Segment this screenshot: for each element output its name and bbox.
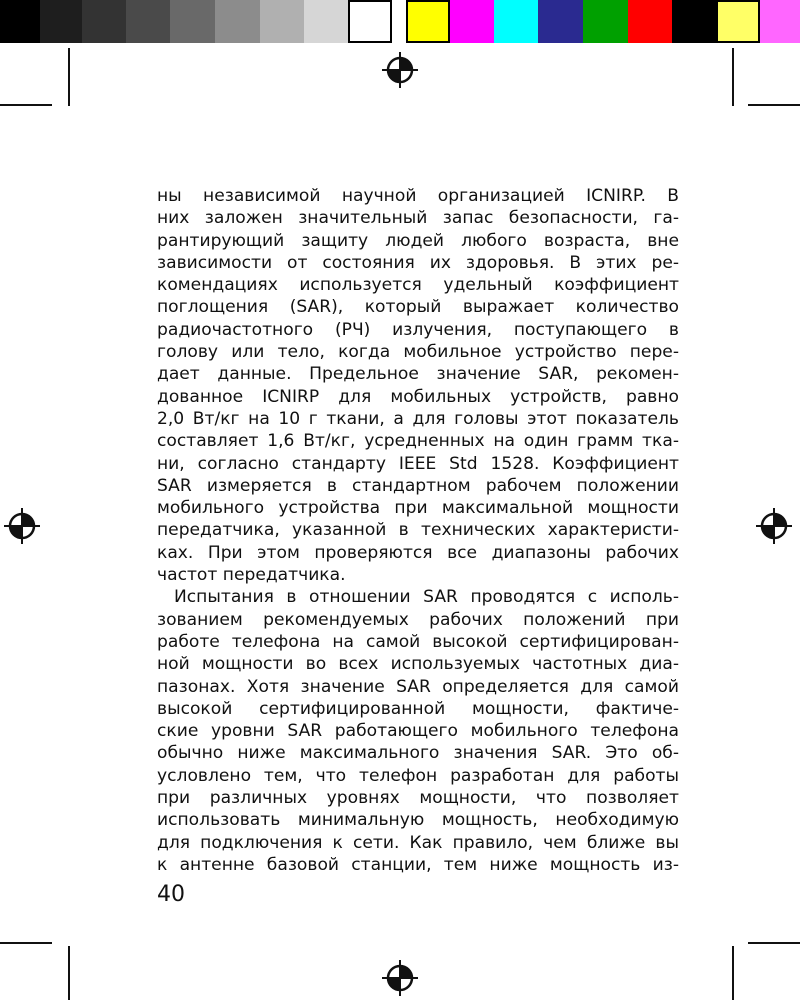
text-line: ны независимой научной организацией ICNIRP. В [157,186,679,206]
color-calibration-bar [0,0,800,43]
text-line: ках. При этом проверяются все диапазоны рабочих [157,542,679,563]
swatch [170,0,215,43]
swatch [760,0,800,43]
text-line: передатчика, указанной в технических характеристи- [157,520,679,541]
swatch [538,0,583,43]
registration-mark-icon [382,52,418,88]
swatch [304,0,348,43]
text-line: использовать минимальную мощность, необходимую [157,810,679,831]
text-line: ские уровни SAR работающего мобильного телефона [157,721,679,742]
paragraph-2 [157,586,679,876]
text-line: дованное ICNIRP для мобильных устройств, равно [157,386,679,407]
swatch [40,0,82,43]
text-line: мобильного устройства при максимальной мощности [157,498,679,519]
crop-mark [68,48,70,106]
registration-mark-icon [756,508,792,544]
registration-mark-icon [382,960,418,996]
crop-mark [68,946,70,1000]
text-line: рантирующий защиту людей любого возраста, вне [157,230,679,251]
text-line: 2,0 Вт/кг на 10 г ткани, а для головы этот показатель [157,408,679,429]
swatch [583,0,628,43]
text-line: высокой сертифицированной мощности, фактиче- [157,698,679,719]
text-line: дает данные. Предельное значение SAR, рекомен- [157,364,679,385]
swatch [348,0,392,43]
text-line: них заложен значительный запас безопасности, га- [157,208,679,229]
swatch [450,0,494,43]
crop-mark [748,104,800,106]
crop-mark [748,942,800,944]
text-line: составляет 1,6 Вт/кг, усредненных на один грамм тка- [157,431,679,452]
text-line: обычно ниже максимального значения SAR. Это об- [157,743,679,764]
text-line: поглощения (SAR), который выражает количество [157,297,679,318]
swatch [494,0,538,43]
page-number: 40 [157,882,185,907]
swatch [0,0,40,43]
text-line: ной мощности во всех используемых частотных диа- [157,654,679,675]
text-line: зованием рекомендуемых рабочих положений при [157,609,679,630]
swatch [126,0,170,43]
text-line: SAR измеряется в стандартном рабочем положении [157,475,679,496]
text-line: к антенне базовой станции, тем ниже мощность из- [157,854,679,875]
swatch [716,0,760,43]
swatch [406,0,450,43]
crop-mark [0,104,52,106]
crop-mark [0,942,52,944]
swatch [628,0,672,43]
text-line: работе телефона на самой высокой сертифицирован- [157,631,679,652]
text-line: ни, согласно стандарту IEEE Std 1528. Коэффициент [157,453,679,474]
swatch [672,0,716,43]
swatch [392,0,406,43]
text-line: частот передатчика. [157,565,346,586]
body-text [157,185,679,876]
swatch [215,0,260,43]
text-line: при различных уровнях мощности, что позволяет [157,788,679,809]
text-line: голову или тело, когда мобильное устройство пере- [157,342,679,363]
crop-mark [732,48,734,106]
text-line: пазонах. Хотя значение SAR определяется для самой [157,676,679,697]
text-line: для подключения к сети. Как правило, чем ближе вы [157,832,679,853]
swatch [82,0,126,43]
registration-mark-icon [4,508,40,544]
swatch [260,0,304,43]
crop-mark [732,946,734,1000]
text-line: комендациях используется удельный коэффициент [157,275,679,296]
paragraph-1 [157,185,679,586]
text-line: условлено тем, что телефон разработан для работы [157,765,679,786]
text-line: Испытания в отношении SAR проводятся с исполь- [174,587,679,608]
text-line: радиочастотного (РЧ) излучения, поступающего в [157,319,679,340]
text-line: зависимости от состояния их здоровья. В этих ре- [157,252,679,273]
